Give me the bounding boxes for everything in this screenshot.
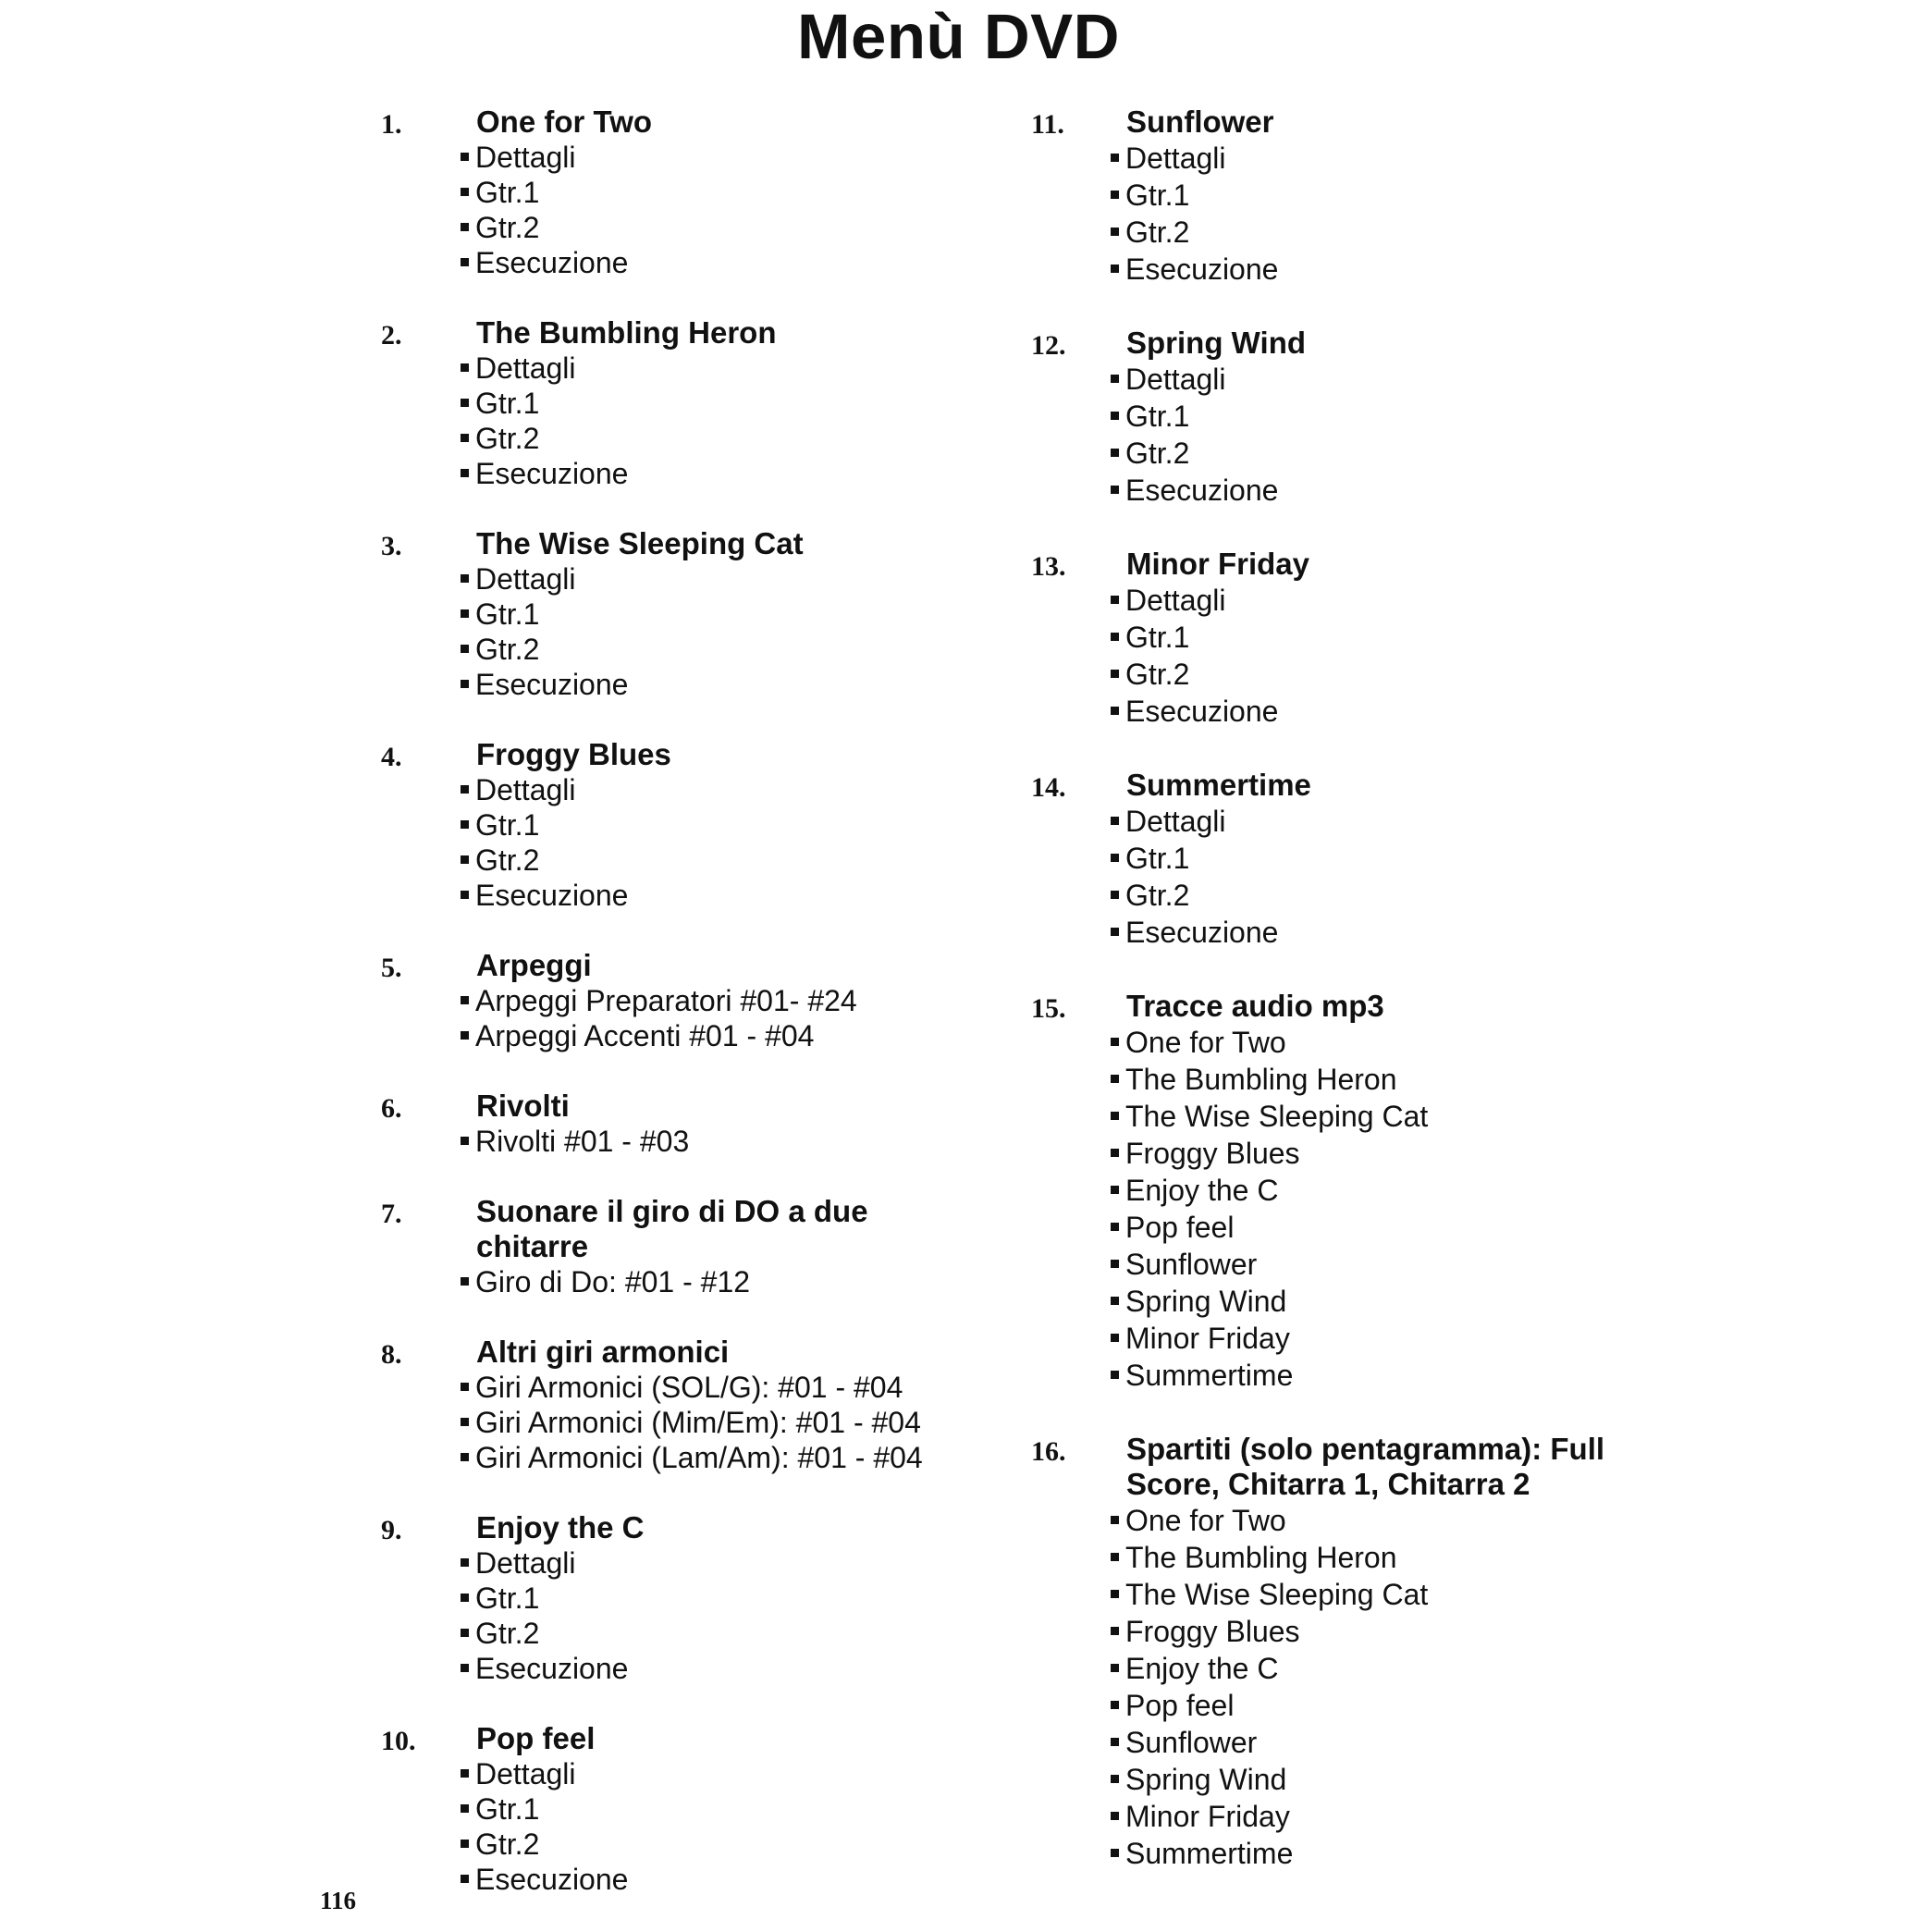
- square-bullet-icon: [461, 1558, 469, 1567]
- submenu-item-label: Gtr.1: [475, 176, 540, 209]
- square-bullet-icon: [1111, 1701, 1119, 1709]
- submenu-item-label: Gtr.2: [475, 843, 540, 877]
- menu-entry: [1031, 547, 1678, 730]
- menu-entry: [381, 737, 973, 913]
- submenu-item-label: Esecuzione: [1125, 474, 1279, 507]
- entry-number: 6.: [381, 1093, 402, 1124]
- entry-number: 3.: [381, 531, 402, 561]
- entry-number: 1.: [381, 109, 402, 140]
- square-bullet-icon: [461, 1453, 469, 1461]
- menu-entry: [381, 1194, 973, 1299]
- submenu-list: [381, 983, 973, 1053]
- submenu-item-label: Gtr.1: [475, 597, 540, 631]
- page-number: 116: [320, 1887, 357, 1914]
- submenu-item[interactable]: [461, 597, 973, 632]
- square-bullet-icon: [461, 1769, 469, 1778]
- square-bullet-icon: [1111, 817, 1119, 825]
- submenu-item-label: Esecuzione: [1125, 695, 1279, 728]
- entry-title[interactable]: Summertime: [1126, 768, 1311, 802]
- square-bullet-icon: [1111, 670, 1119, 678]
- square-bullet-icon: [1111, 191, 1119, 199]
- submenu-item-label: Summertime: [1125, 1837, 1294, 1870]
- square-bullet-icon: [461, 1031, 469, 1040]
- page-title: Menù DVD: [797, 1, 1120, 72]
- square-bullet-icon: [461, 188, 469, 196]
- submenu-item-label: Froggy Blues: [1125, 1137, 1300, 1170]
- square-bullet-icon: [461, 434, 469, 442]
- submenu-item-label: The Bumbling Heron: [1125, 1063, 1397, 1096]
- submenu-item[interactable]: [461, 1651, 973, 1686]
- square-bullet-icon: [461, 153, 469, 161]
- square-bullet-icon: [1111, 707, 1119, 715]
- entry-number: 4.: [381, 742, 402, 772]
- submenu-item[interactable]: [1111, 435, 1678, 472]
- submenu-item[interactable]: [1111, 1246, 1678, 1283]
- entry-title[interactable]: Suonare il giro di DO a due chitarre: [476, 1194, 868, 1263]
- submenu-list: [381, 772, 973, 913]
- submenu-item[interactable]: [461, 1756, 973, 1791]
- submenu-item[interactable]: [461, 1405, 973, 1440]
- square-bullet-icon: [461, 680, 469, 688]
- submenu-item[interactable]: [1111, 140, 1678, 177]
- entry-title[interactable]: Spartiti (solo pentagramma): Full Score, Chitarra 1, Chitarra 2: [1126, 1432, 1605, 1501]
- square-bullet-icon: [1111, 1627, 1119, 1635]
- submenu-item[interactable]: [461, 983, 973, 1018]
- submenu-item[interactable]: [461, 386, 973, 421]
- submenu-item[interactable]: [461, 210, 973, 245]
- square-bullet-icon: [1111, 891, 1119, 899]
- entry-number: 16.: [1031, 1436, 1066, 1467]
- entry-title[interactable]: Pop feel: [476, 1721, 596, 1755]
- submenu-item-label: Gtr.1: [475, 1581, 540, 1615]
- submenu-item-label: Dettagli: [475, 1757, 576, 1790]
- submenu-item-label: Gtr.2: [1125, 215, 1190, 249]
- submenu-list: [381, 140, 973, 280]
- entry-number: 11.: [1031, 109, 1064, 140]
- entry-number: 13.: [1031, 551, 1066, 582]
- submenu-item-label: Esecuzione: [475, 1863, 629, 1896]
- submenu-item[interactable]: [1111, 1539, 1678, 1576]
- square-bullet-icon: [1111, 375, 1119, 383]
- square-bullet-icon: [1111, 1371, 1119, 1379]
- submenu-item[interactable]: [461, 1124, 973, 1159]
- entry-title[interactable]: Spring Wind: [1126, 326, 1307, 360]
- submenu-item-label: Dettagli: [1125, 363, 1226, 396]
- submenu-item[interactable]: [1111, 877, 1678, 914]
- menu-entry: [1031, 105, 1678, 288]
- square-bullet-icon: [461, 1840, 469, 1848]
- submenu-item[interactable]: [461, 140, 973, 175]
- submenu-item[interactable]: [461, 807, 973, 843]
- submenu-item-label: Giri Armonici (Lam/Am): #01 - #04: [475, 1441, 923, 1474]
- square-bullet-icon: [1111, 1112, 1119, 1120]
- submenu-item-label: One for Two: [1125, 1504, 1286, 1537]
- entry-number: 12.: [1031, 330, 1066, 361]
- submenu-item-label: Gtr.2: [475, 633, 540, 666]
- submenu-item[interactable]: [1111, 1761, 1678, 1798]
- submenu-item[interactable]: [461, 1370, 973, 1405]
- square-bullet-icon: [461, 363, 469, 372]
- menu-entry: [381, 315, 973, 491]
- submenu-item-label: Gtr.1: [475, 808, 540, 842]
- square-bullet-icon: [1111, 486, 1119, 494]
- submenu-item[interactable]: [461, 772, 973, 807]
- submenu-item-label: Esecuzione: [475, 457, 629, 490]
- submenu-item-label: Gtr.2: [475, 1827, 540, 1861]
- submenu-item[interactable]: [461, 1791, 973, 1827]
- square-bullet-icon: [1111, 1223, 1119, 1231]
- submenu-item[interactable]: [1111, 1687, 1678, 1724]
- square-bullet-icon: [461, 399, 469, 407]
- submenu-item[interactable]: [1111, 1209, 1678, 1246]
- square-bullet-icon: [1111, 1075, 1119, 1083]
- square-bullet-icon: [461, 645, 469, 653]
- submenu-item-label: Enjoy the C: [1125, 1174, 1279, 1207]
- entry-title[interactable]: The Bumbling Heron: [476, 315, 777, 350]
- submenu-item-label: Esecuzione: [475, 668, 629, 701]
- entry-number: 2.: [381, 320, 402, 351]
- square-bullet-icon: [1111, 1664, 1119, 1672]
- submenu-list: [381, 1370, 973, 1475]
- submenu-item-label: Esecuzione: [475, 879, 629, 912]
- menu-entry: [381, 1335, 973, 1475]
- submenu-item-label: Minor Friday: [1125, 1322, 1290, 1355]
- square-bullet-icon: [461, 1383, 469, 1391]
- submenu-item-label: Gtr.1: [475, 387, 540, 420]
- submenu-item-label: Gtr.1: [1125, 621, 1190, 654]
- submenu-list: [1031, 1502, 1678, 1872]
- square-bullet-icon: [1111, 1849, 1119, 1857]
- submenu-item-label: Gtr.1: [1125, 842, 1190, 875]
- submenu-item-label: The Bumbling Heron: [1125, 1541, 1397, 1574]
- square-bullet-icon: [1111, 1516, 1119, 1524]
- menu-entry: [1031, 768, 1678, 951]
- submenu-item[interactable]: [1111, 1502, 1678, 1539]
- submenu-item[interactable]: [461, 421, 973, 456]
- square-bullet-icon: [1111, 633, 1119, 641]
- entry-title[interactable]: Arpeggi: [476, 948, 592, 982]
- square-bullet-icon: [461, 891, 469, 899]
- submenu-list: [1031, 361, 1678, 509]
- square-bullet-icon: [1111, 154, 1119, 162]
- menu-entry: [381, 1089, 973, 1159]
- entry-title[interactable]: One for Two: [476, 105, 653, 139]
- submenu-item-label: Gtr.2: [1125, 437, 1190, 470]
- submenu-item-label: The Wise Sleeping Cat: [1125, 1578, 1429, 1611]
- square-bullet-icon: [1111, 265, 1119, 273]
- entry-number: 10.: [381, 1726, 416, 1756]
- submenu-item[interactable]: [461, 1545, 973, 1581]
- submenu-item-label: Dettagli: [475, 773, 576, 806]
- submenu-item[interactable]: [1111, 398, 1678, 435]
- submenu-item[interactable]: [461, 456, 973, 491]
- submenu-item[interactable]: [1111, 1135, 1678, 1172]
- submenu-item[interactable]: [1111, 361, 1678, 398]
- square-bullet-icon: [461, 1137, 469, 1145]
- entry-title[interactable]: Tracce audio mp3: [1126, 989, 1384, 1023]
- entry-number: 7.: [381, 1199, 402, 1229]
- submenu-item[interactable]: [1111, 1724, 1678, 1761]
- submenu-list: [381, 1124, 973, 1159]
- submenu-item-label: Enjoy the C: [1125, 1652, 1279, 1685]
- submenu-item-label: Minor Friday: [1125, 1800, 1290, 1833]
- submenu-item[interactable]: [461, 843, 973, 878]
- submenu-list: [1031, 1024, 1678, 1394]
- square-bullet-icon: [461, 1664, 469, 1672]
- square-bullet-icon: [461, 1804, 469, 1813]
- submenu-item[interactable]: [1111, 251, 1678, 288]
- square-bullet-icon: [1111, 1553, 1119, 1561]
- submenu-item[interactable]: [1111, 1835, 1678, 1872]
- entry-title[interactable]: Enjoy the C: [476, 1510, 645, 1544]
- submenu-item[interactable]: [1111, 803, 1678, 840]
- submenu-item-label: Dettagli: [475, 351, 576, 385]
- square-bullet-icon: [461, 820, 469, 829]
- submenu-item-label: Gtr.2: [1125, 658, 1190, 691]
- square-bullet-icon: [1111, 1038, 1119, 1046]
- menu-entry: [1031, 989, 1678, 1394]
- submenu-item[interactable]: [1111, 472, 1678, 509]
- entry-title[interactable]: Sunflower: [1126, 105, 1274, 139]
- entry-title[interactable]: Minor Friday: [1126, 547, 1310, 581]
- submenu-item-label: Gtr.1: [1125, 178, 1190, 212]
- submenu-list: [381, 351, 973, 491]
- submenu-item[interactable]: [1111, 1098, 1678, 1135]
- submenu-item-label: Sunflower: [1125, 1726, 1258, 1759]
- submenu-list: [1031, 140, 1678, 288]
- submenu-item[interactable]: [461, 878, 973, 913]
- square-bullet-icon: [1111, 1260, 1119, 1268]
- square-bullet-icon: [461, 996, 469, 1004]
- submenu-item-label: Dettagli: [475, 562, 576, 596]
- submenu-item-label: Gtr.1: [1125, 400, 1190, 433]
- submenu-list: [1031, 803, 1678, 951]
- submenu-item-label: Dettagli: [475, 1546, 576, 1580]
- submenu-item-label: Giri Armonici (Mim/Em): #01 - #04: [475, 1406, 921, 1439]
- submenu-item-label: Spring Wind: [1125, 1285, 1287, 1318]
- menu-entry: [381, 105, 973, 280]
- submenu-item[interactable]: [461, 561, 973, 597]
- square-bullet-icon: [461, 469, 469, 477]
- submenu-item[interactable]: [461, 1018, 973, 1053]
- left-menu-column: [381, 105, 973, 1932]
- submenu-item-label: Dettagli: [1125, 805, 1226, 838]
- square-bullet-icon: [1111, 228, 1119, 236]
- square-bullet-icon: [1111, 1775, 1119, 1783]
- submenu-item-label: Giro di Do: #01 - #12: [475, 1265, 751, 1298]
- square-bullet-icon: [461, 223, 469, 231]
- submenu-item[interactable]: [1111, 177, 1678, 214]
- submenu-item-label: Arpeggi Preparatori #01- #24: [475, 984, 857, 1017]
- square-bullet-icon: [1111, 596, 1119, 604]
- submenu-item[interactable]: [1111, 1576, 1678, 1613]
- square-bullet-icon: [1111, 1186, 1119, 1194]
- submenu-item-label: Froggy Blues: [1125, 1615, 1300, 1648]
- submenu-item[interactable]: [1111, 1798, 1678, 1835]
- square-bullet-icon: [461, 1629, 469, 1637]
- entry-title[interactable]: Altri giri armonici: [476, 1335, 730, 1369]
- submenu-item-label: One for Two: [1125, 1026, 1286, 1059]
- entry-number: 15.: [1031, 993, 1066, 1024]
- square-bullet-icon: [461, 258, 469, 266]
- square-bullet-icon: [1111, 1149, 1119, 1157]
- submenu-item-label: Gtr.2: [475, 422, 540, 455]
- submenu-item-label: Esecuzione: [475, 1652, 629, 1685]
- submenu-item[interactable]: [1111, 1024, 1678, 1061]
- submenu-list: [381, 1756, 973, 1897]
- square-bullet-icon: [1111, 449, 1119, 457]
- submenu-item[interactable]: [1111, 914, 1678, 951]
- square-bullet-icon: [1111, 1590, 1119, 1598]
- submenu-item-label: Pop feel: [1125, 1211, 1235, 1244]
- submenu-item[interactable]: [461, 245, 973, 280]
- submenu-item[interactable]: [1111, 1320, 1678, 1357]
- square-bullet-icon: [1111, 1738, 1119, 1746]
- entry-number: 5.: [381, 953, 402, 983]
- submenu-item-label: Gtr.2: [1125, 879, 1190, 912]
- submenu-item-label: Gtr.2: [475, 1617, 540, 1650]
- submenu-item[interactable]: [461, 1616, 973, 1651]
- submenu-item[interactable]: [461, 1264, 973, 1299]
- submenu-item[interactable]: [1111, 582, 1678, 619]
- submenu-item[interactable]: [1111, 693, 1678, 730]
- submenu-item-label: Sunflower: [1125, 1248, 1258, 1281]
- submenu-item[interactable]: [1111, 1172, 1678, 1209]
- submenu-item[interactable]: [461, 1827, 973, 1862]
- submenu-item[interactable]: [1111, 1357, 1678, 1394]
- square-bullet-icon: [461, 1875, 469, 1883]
- square-bullet-icon: [1111, 1334, 1119, 1342]
- entry-number: 9.: [381, 1515, 402, 1545]
- menu-entry: [381, 1510, 973, 1686]
- submenu-item[interactable]: [1111, 1650, 1678, 1687]
- submenu-item-label: Dettagli: [1125, 584, 1226, 617]
- entry-title[interactable]: The Wise Sleeping Cat: [476, 526, 804, 560]
- entry-number: 8.: [381, 1339, 402, 1370]
- submenu-item[interactable]: [1111, 214, 1678, 251]
- submenu-item-label: Giri Armonici (SOL/G): #01 - #04: [475, 1371, 903, 1404]
- menu-entry: [1031, 1432, 1678, 1872]
- submenu-item-label: Gtr.1: [475, 1792, 540, 1826]
- submenu-item-label: Spring Wind: [1125, 1763, 1287, 1796]
- submenu-item[interactable]: [1111, 1613, 1678, 1650]
- square-bullet-icon: [461, 1418, 469, 1426]
- submenu-item[interactable]: [461, 667, 973, 702]
- menu-entry: [381, 948, 973, 1053]
- submenu-list: [1031, 582, 1678, 730]
- submenu-item[interactable]: [461, 1581, 973, 1616]
- right-menu-column: [1031, 105, 1678, 1910]
- menu-entry: [381, 526, 973, 702]
- submenu-item-label: Pop feel: [1125, 1689, 1235, 1722]
- square-bullet-icon: [461, 1277, 469, 1286]
- square-bullet-icon: [1111, 412, 1119, 420]
- submenu-item-label: Dettagli: [475, 141, 576, 174]
- submenu-item[interactable]: [461, 1440, 973, 1475]
- submenu-item[interactable]: [1111, 619, 1678, 656]
- square-bullet-icon: [461, 609, 469, 618]
- submenu-item-label: The Wise Sleeping Cat: [1125, 1100, 1429, 1133]
- square-bullet-icon: [461, 855, 469, 864]
- square-bullet-icon: [461, 785, 469, 794]
- square-bullet-icon: [1111, 1297, 1119, 1305]
- submenu-item[interactable]: [1111, 656, 1678, 693]
- square-bullet-icon: [1111, 928, 1119, 936]
- submenu-item-label: Esecuzione: [1125, 916, 1279, 949]
- submenu-list: [381, 1264, 973, 1299]
- square-bullet-icon: [461, 574, 469, 583]
- submenu-item[interactable]: [1111, 840, 1678, 877]
- square-bullet-icon: [1111, 1812, 1119, 1820]
- submenu-item[interactable]: [461, 175, 973, 210]
- entry-title[interactable]: Rivolti: [476, 1089, 570, 1123]
- submenu-item[interactable]: [461, 351, 973, 386]
- submenu-item[interactable]: [461, 632, 973, 667]
- submenu-item-label: Arpeggi Accenti #01 - #04: [475, 1019, 815, 1052]
- menu-entry: [1031, 326, 1678, 509]
- menu-entry: [381, 1721, 973, 1897]
- submenu-list: [381, 561, 973, 702]
- submenu-item-label: Esecuzione: [1125, 252, 1279, 286]
- submenu-list: [381, 1545, 973, 1686]
- entry-title[interactable]: Froggy Blues: [476, 737, 671, 771]
- submenu-item-label: Summertime: [1125, 1359, 1294, 1392]
- square-bullet-icon: [1111, 854, 1119, 862]
- submenu-item-label: Rivolti #01 - #03: [475, 1125, 690, 1158]
- square-bullet-icon: [461, 1594, 469, 1602]
- submenu-item-label: Dettagli: [1125, 142, 1226, 175]
- submenu-item[interactable]: [1111, 1283, 1678, 1320]
- submenu-item[interactable]: [1111, 1061, 1678, 1098]
- submenu-item[interactable]: [461, 1862, 973, 1897]
- submenu-item-label: Gtr.2: [475, 211, 540, 244]
- submenu-item-label: Esecuzione: [475, 246, 629, 279]
- entry-number: 14.: [1031, 772, 1066, 803]
